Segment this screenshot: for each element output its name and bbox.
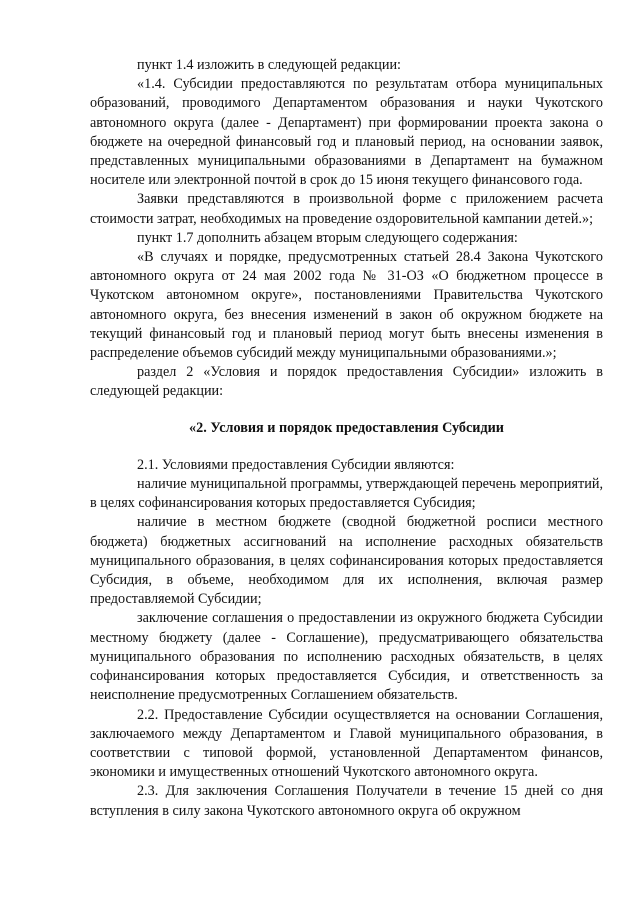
paragraph: заключение соглашения о предоставлении из окружного бюджета Субсидии местному бюджету (далее - Соглашение), предусматривающего обязательства муниципального образования по исполнению расходных обязательств, в целях софинансирования которых предоставляется Субсидия, и ответственность за неисполнение предусмотренных Соглашением обязательств.	[90, 610, 603, 704]
paragraph: 2.2. Предоставление Субсидии осуществляется на основании Соглашения, заключаемого между Департаментом и Главой муниципального образования, в соответствии с типовой формой, установленной Департаментом финансов, экономики и имущественных отношений Чукотского автономного округа.	[90, 706, 603, 781]
section-heading: «2. Условия и порядок предоставления Субсидии	[189, 419, 504, 436]
document-page	[90, 56, 603, 821]
paragraph: «В случаях и порядке, предусмотренных статьей 28.4 Закона Чукотского автономного округа от 24 мая 2002 года № 31-ОЗ «О бюджетном процессе в Чукотском автономном округе», постановлениями Правительства Чукотского автономного округа, без внесения изменений в закон об окружном бюджете на текущий финансовый год и плановый период могут быть внесены изменения в распределение объемов субсидий между муниципальными образованиями.»;	[90, 249, 603, 362]
paragraph: наличие в местном бюджете (сводной бюджетной росписи местного бюджета) бюджетных ассигнований на исполнение расходных обязательств муниципального образования, в целях софинансирования которых предоставляется Субсидия, в объеме, необходимом для их исполнения, включая размер предоставляемой Субсидии;	[90, 514, 603, 608]
paragraph: пункт 1.7 дополнить абзацем вторым следующего содержания:	[137, 229, 518, 246]
paragraph: «1.4. Субсидии предоставляются по результатам отбора муниципальных образований, проводимого Департаментом образования и науки Чукотского автономного округа (далее - Департамент) при формировании проекта закона о бюджете на очередной финансовый год и плановый период, на основании заявок, представленных муниципальными образованиями в Департамент на бумажном носителе или электронной почтой в срок до 15 июня текущего финансового года.	[90, 76, 603, 189]
paragraph: наличие муниципальной программы, утверждающей перечень мероприятий, в целях софинансирования которых предоставляется Субсидия;	[90, 476, 603, 512]
paragraph: Заявки представляются в произвольной форме с приложением расчета стоимости затрат, необходимых на проведение оздоровительной кампании детей.»;	[90, 191, 603, 227]
paragraph: пункт 1.4 изложить в следующей редакции:	[137, 57, 401, 73]
paragraph: 2.1. Условиями предоставления Субсидии являются:	[137, 456, 455, 473]
paragraph: раздел 2 «Условия и порядок предоставления Субсидии» изложить в следующей редакции:	[90, 364, 603, 400]
paragraph: 2.3. Для заключения Соглашения Получатели в течение 15 дней со дня вступления в силу закона Чукотского автономного округа об окружном	[90, 783, 603, 819]
